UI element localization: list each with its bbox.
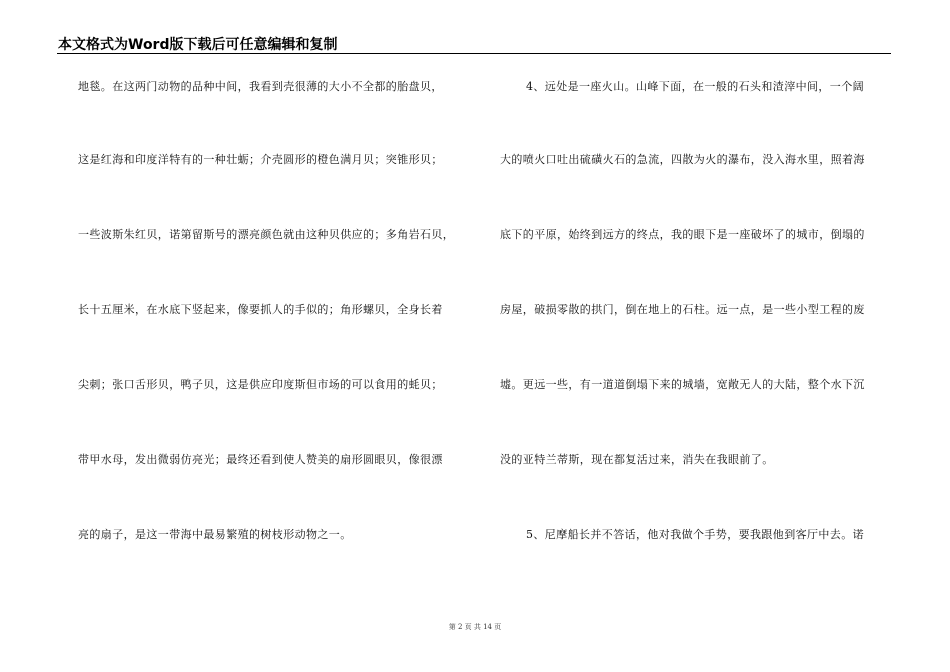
text-line: 没的亚特兰蒂斯，现在都复活过来，消失在我眼前了。: [500, 453, 774, 466]
text-line: 4、远处是一座火山。山峰下面，在一般的石头和渣滓中间，一个阔: [526, 80, 864, 93]
text-line: 房屋，破损零散的拱门，倒在地上的石柱。远一点，是一些小型工程的废: [500, 303, 865, 316]
text-line: 5、尼摩船长并不答话，他对我做个手势，要我跟他到客厅中去。诺: [526, 528, 864, 541]
page-number: 第 2 页 共 14 页: [448, 623, 502, 631]
text-line: 这是红海和印度洋特有的一种壮蛎；介壳圆形的橙色满月贝；突锥形贝；: [78, 153, 443, 166]
text-line: 墟。更远一些，有一道道倒塌下来的城墙，宽敞无人的大陆，整个水下沉: [500, 378, 865, 391]
text-line: 一些波斯朱红贝，诺第留斯号的漂亮颜色就由这种贝供应的；多角岩石贝，: [78, 228, 455, 241]
text-line: 亮的扇子，是这一带海中最易繁殖的树枝形动物之一。: [78, 528, 352, 541]
text-line: 大的喷火口吐出硫磺火石的急流，四散为火的瀑布，没入海水里，照着海: [500, 153, 865, 166]
document-header-title: 本文格式为Word版下载后可任意编辑和复制: [58, 37, 338, 53]
text-line: 尖刺；张口舌形贝，鸭子贝，这是供应印度斯但市场的可以食用的蚝贝；: [78, 378, 443, 391]
text-line: 带甲水母，发出微弱仿亮光；最终还看到使人赞美的扇形圆眼贝，像很漂: [78, 453, 443, 466]
text-line: 地毯。在这两门动物的品种中间，我看到壳很薄的大小不全都的胎盘贝，: [78, 80, 443, 93]
text-line: 长十五厘米，在水底下竖起来，像要抓人的手似的；角形螺贝，全身长着: [78, 303, 443, 316]
text-line: 底下的平原，始终到远方的终点，我的眼下是一座破坏了的城市，倒塌的: [500, 228, 865, 241]
header-divider: [57, 53, 891, 54]
